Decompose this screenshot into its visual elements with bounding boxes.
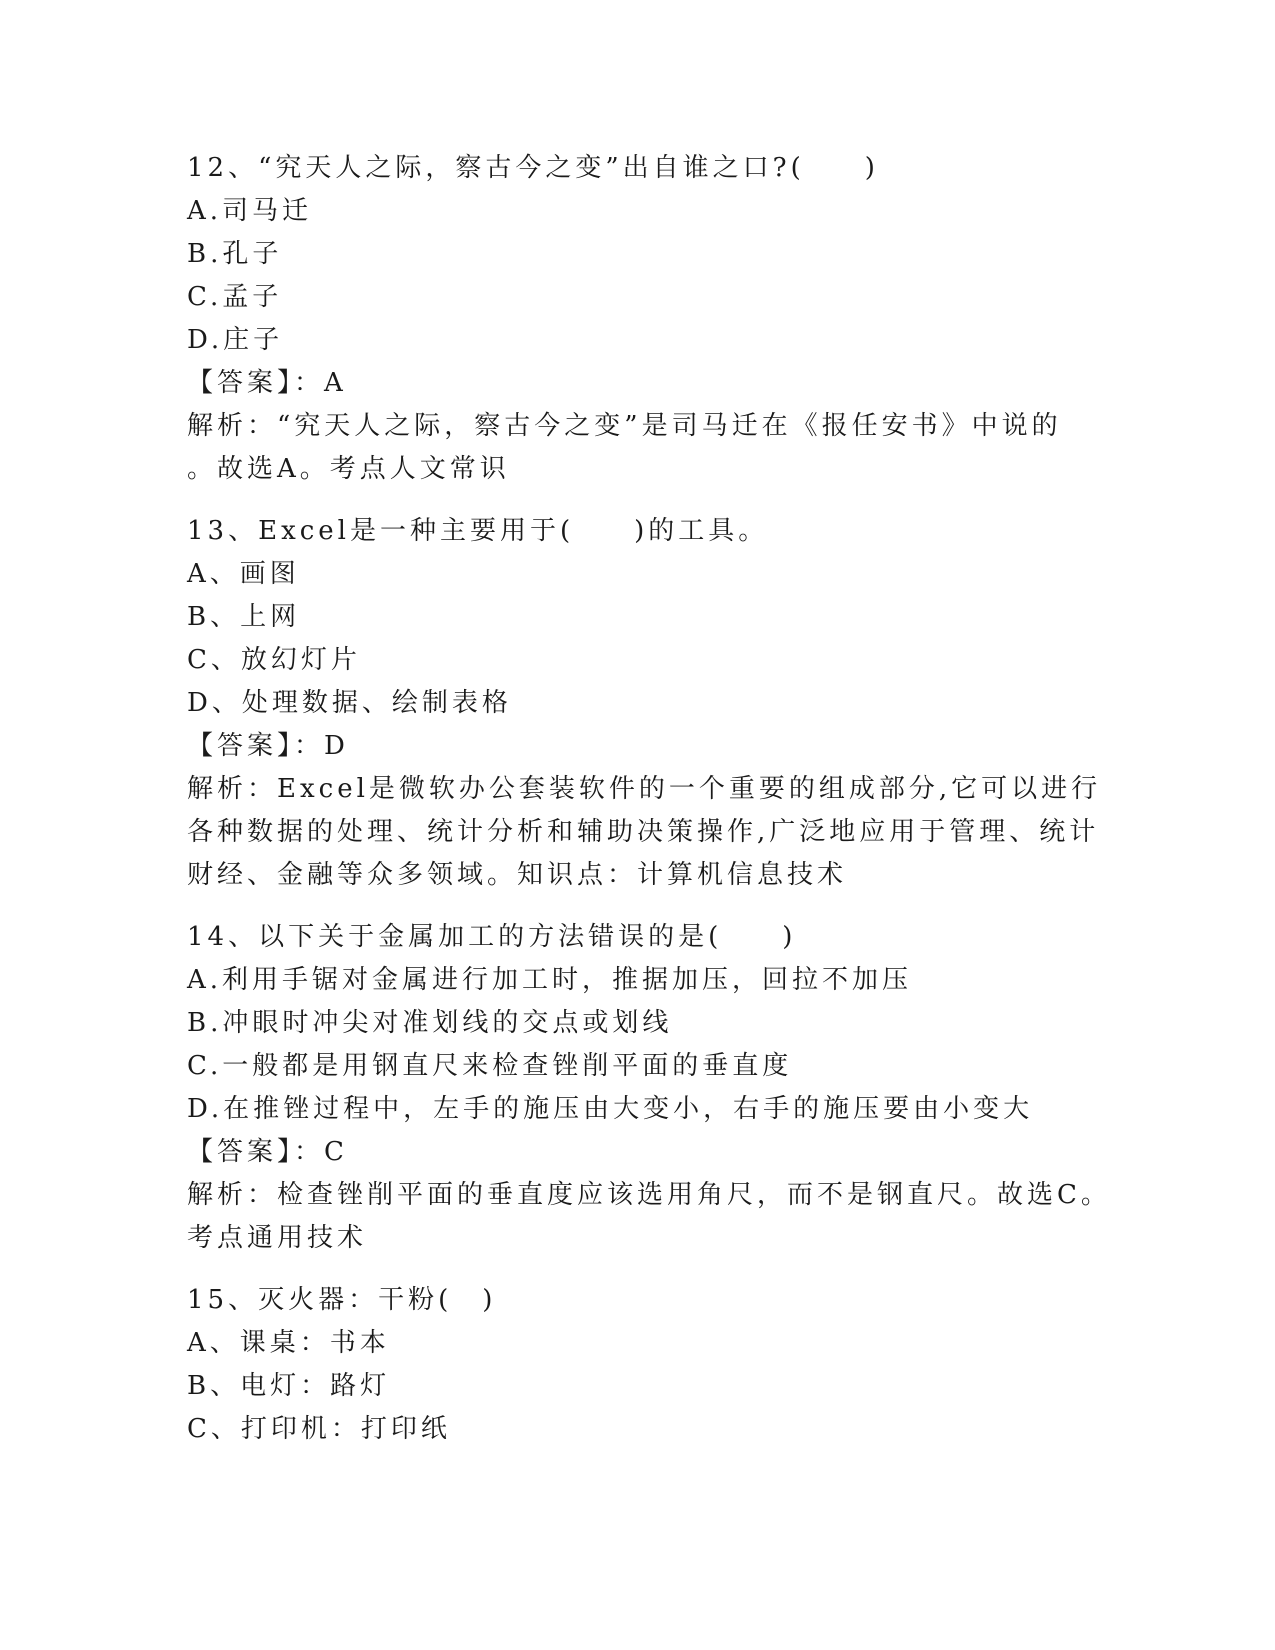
analysis-line: 解析：Excel是微软办公套装软件的一个重要的组成部分,它可以进行	[187, 774, 1102, 804]
answer-line: 【答案】：D	[187, 731, 349, 761]
question-stem: 14、以下关于金属加工的方法错误的是( )	[187, 922, 797, 952]
option-a: A.利用手锯对金属进行加工时，推据加压，回拉不加压	[187, 965, 913, 995]
question-15	[187, 1279, 1087, 1451]
option-a: A.司马迁	[187, 196, 313, 226]
option-b: B.冲眼时冲尖对准划线的交点或划线	[187, 1008, 673, 1038]
option-a: A、画图	[187, 559, 300, 589]
option-d: D.在推锉过程中，左手的施压由大变小，右手的施压要由小变大	[187, 1094, 1034, 1124]
document-page	[187, 147, 1111, 1451]
option-d: D.庄子	[187, 325, 284, 355]
option-a: A、课桌：书本	[187, 1328, 390, 1358]
question-14	[187, 916, 1111, 1260]
analysis-line: 解析：“究天人之际，察古今之变”是司马迁在《报任安书》中说的	[187, 411, 1062, 441]
analysis-line: 。故选A。考点人文常识	[187, 454, 510, 484]
question-12	[187, 147, 1087, 491]
option-c: C、打印机：打印纸	[187, 1414, 451, 1444]
option-b: B、电灯：路灯	[187, 1371, 391, 1401]
question-stem: 12、“究天人之际，察古今之变”出自谁之口?( )	[187, 153, 879, 183]
option-c: C.孟子	[187, 282, 283, 312]
answer-line: 【答案】：C	[187, 1137, 348, 1167]
option-d: D、处理数据、绘制表格	[187, 688, 512, 718]
option-c: C.一般都是用钢直尺来检查锉削平面的垂直度	[187, 1051, 793, 1081]
analysis-line: 各种数据的处理、统计分析和辅助决策操作,广泛地应用于管理、统计	[187, 817, 1100, 847]
option-c: C、放幻灯片	[187, 645, 361, 675]
answer-line: 【答案】：A	[187, 368, 347, 398]
question-13	[187, 510, 1102, 897]
option-b: B.孔子	[187, 239, 283, 269]
analysis-line: 解析：检查锉削平面的垂直度应该选用角尺，而不是钢直尺。故选C。	[187, 1180, 1111, 1210]
question-stem: 13、Excel是一种主要用于( )的工具。	[187, 516, 769, 546]
question-stem: 15、灭火器：干粉( )	[187, 1285, 497, 1315]
analysis-line: 财经、金融等众多领域。知识点：计算机信息技术	[187, 860, 848, 890]
analysis-line: 考点通用技术	[187, 1223, 368, 1253]
option-b: B、上网	[187, 602, 301, 632]
